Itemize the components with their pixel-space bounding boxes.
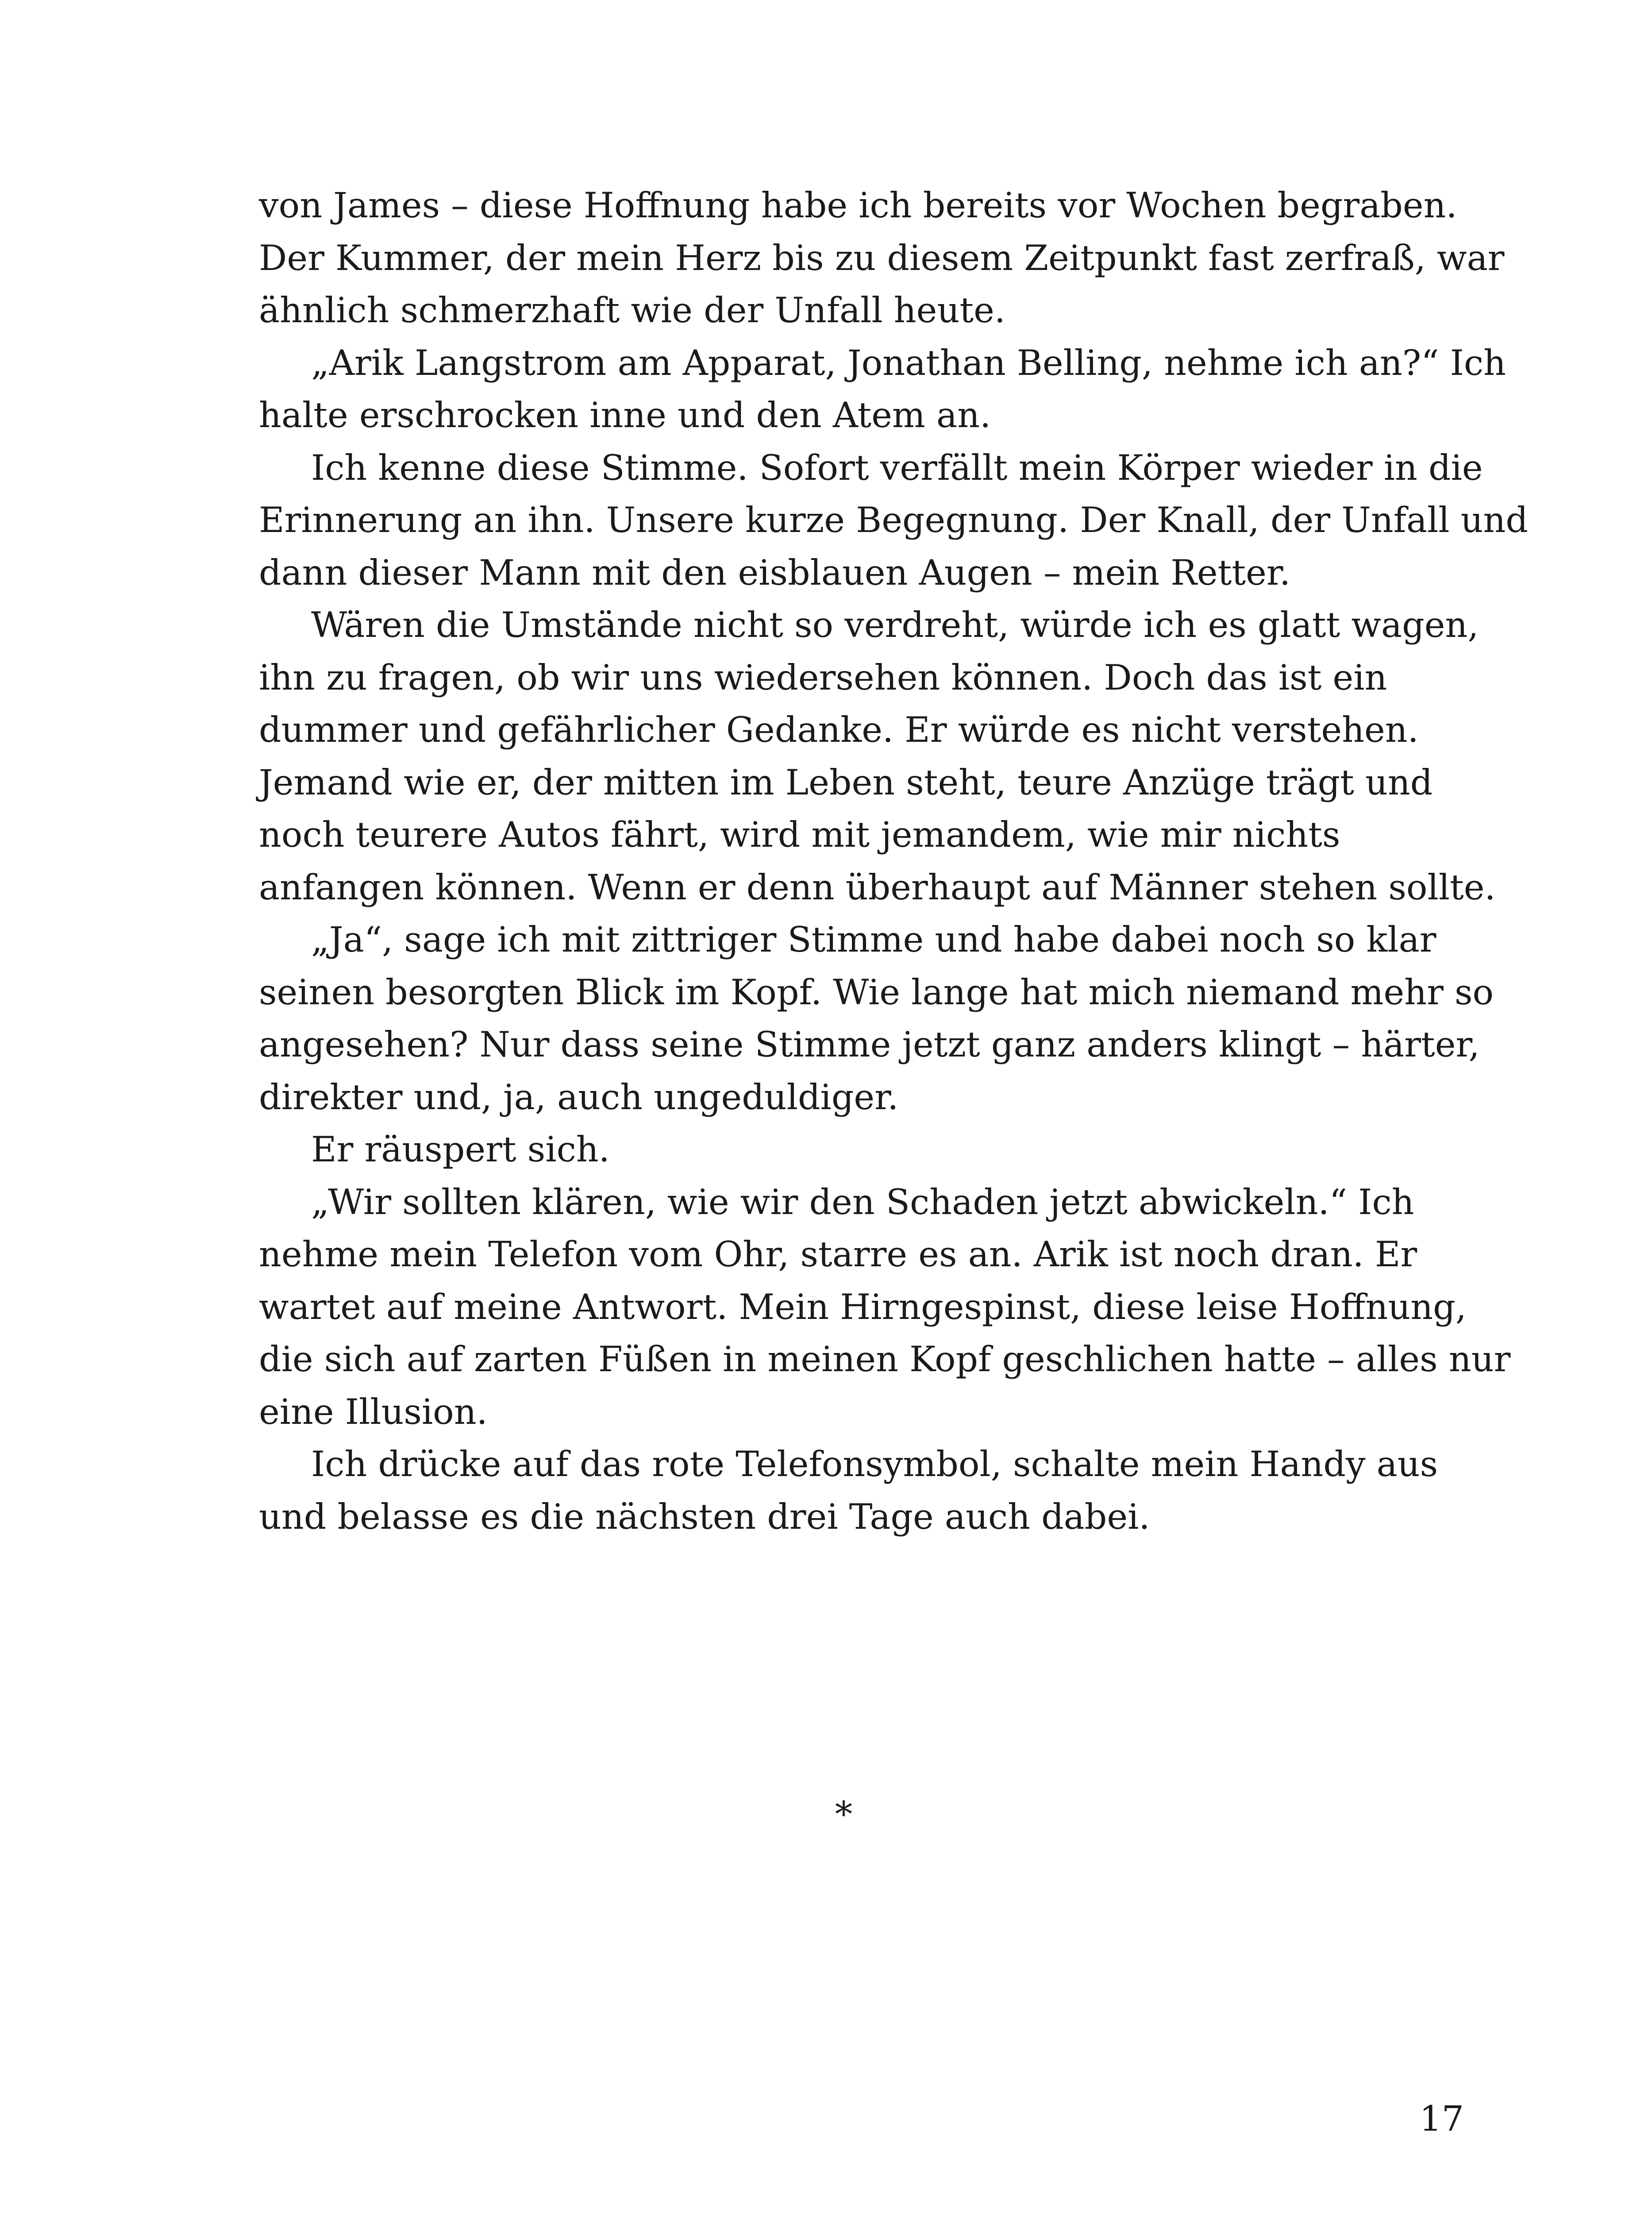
- text-line: dummer und gefährlicher Gedanke. Er würde es nicht verstehen.: [259, 709, 1419, 750]
- text-line: „Arik Langstrom am Apparat, Jonathan Belling, nehme ich an?“ Ich: [311, 342, 1506, 383]
- text-line: Er räuspert sich.: [311, 1129, 610, 1170]
- text-line: seinen besorgten Blick im Kopf. Wie lange hat mich niemand mehr so: [259, 972, 1494, 1013]
- text-line: Erinnerung an ihn. Unsere kurze Begegnung. Der Knall, der Unfall und: [259, 500, 1528, 540]
- text-line: ihn zu fragen, ob wir uns wiedersehen können. Doch das ist ein: [259, 657, 1387, 698]
- text-line: und belasse es die nächsten drei Tage auch dabei.: [259, 1496, 1150, 1537]
- text-line: Ich drücke auf das rote Telefonsymbol, schalte mein Handy aus: [311, 1444, 1438, 1484]
- text-line: Wären die Umstände nicht so verdreht, würde ich es glatt wagen,: [311, 605, 1479, 645]
- text-line: Der Kummer, der mein Herz bis zu diesem Zeitpunkt fast zerfraß, war: [259, 237, 1505, 278]
- text-line: die sich auf zarten Füßen in meinen Kopf geschlichen hatte – alles nur: [259, 1339, 1511, 1380]
- page-number: 17: [1419, 2098, 1464, 2139]
- text-line: noch teurere Autos fährt, wird mit jemandem, wie mir nichts: [259, 814, 1340, 855]
- scene-break-asterisk: *: [835, 1794, 853, 1835]
- text-line: anfangen können. Wenn er denn überhaupt auf Männer stehen sollte.: [259, 867, 1496, 908]
- text-line: halte erschrocken inne und den Atem an.: [259, 395, 991, 436]
- text-line: Ich kenne diese Stimme. Sofort verfällt mein Körper wieder in die: [311, 447, 1483, 488]
- text-line: wartet auf meine Antwort. Mein Hirngespinst, diese leise Hoffnung,: [259, 1286, 1467, 1327]
- body-text: [259, 179, 1528, 1543]
- text-line: direkter und, ja, auch ungeduldiger.: [259, 1076, 899, 1118]
- text-line: angesehen? Nur dass seine Stimme jetzt ganz anders klingt – härter,: [259, 1024, 1480, 1065]
- text-line: nehme mein Telefon vom Ohr, starre es an. Arik ist noch dran. Er: [259, 1234, 1417, 1275]
- text-line: dann dieser Mann mit den eisblauen Augen – mein Retter.: [259, 552, 1291, 593]
- text-line: eine Illusion.: [259, 1391, 488, 1432]
- text-line: ähnlich schmerzhaft wie der Unfall heute.: [259, 290, 1005, 331]
- text-line: „Ja“, sage ich mit zittriger Stimme und habe dabei noch so klar: [311, 919, 1436, 960]
- text-line: Jemand wie er, der mitten im Leben steht, teure Anzüge trägt und: [259, 762, 1433, 803]
- text-line: von James – diese Hoffnung habe ich bereits vor Wochen begraben.: [259, 185, 1457, 226]
- text-line: „Wir sollten klären, wie wir den Schaden jetzt abwickeln.“ Ich: [311, 1181, 1414, 1222]
